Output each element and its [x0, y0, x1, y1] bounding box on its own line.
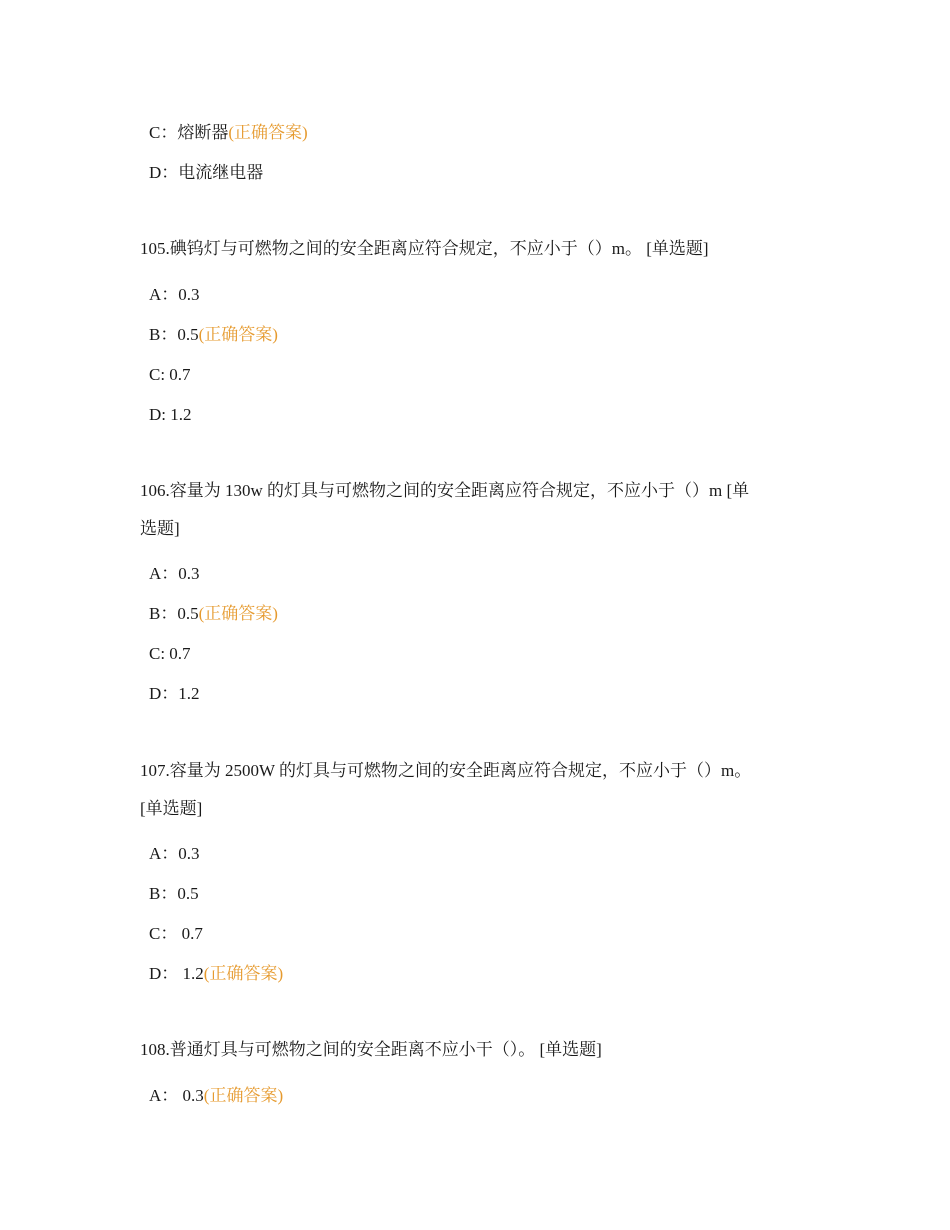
q107-option-a-text: A：0.3 [149, 844, 200, 863]
q106-option-c-text: C: 0.7 [149, 644, 191, 663]
q104-correct-answer-mark: (正确答案) [228, 123, 308, 142]
q107-question-line1: 107.容量为 2500W 的灯具与可燃物之间的安全距离应符合规定，不应小于（）m。 [140, 761, 752, 780]
q106-option-b-text: B：0.5 [149, 604, 199, 623]
q105-option-a-text: A：0.3 [149, 285, 200, 304]
q105-option-a [149, 283, 200, 307]
q106-option-d [149, 682, 200, 706]
q107-option-d-text: D： 1.2 [149, 964, 204, 983]
q104-option-c [149, 121, 308, 145]
q106-option-a [149, 562, 200, 586]
q107-option-b [149, 882, 199, 906]
q105-option-c [149, 363, 191, 387]
q105-question: 105.碘钨灯与可燃物之间的安全距离应符合规定，不应小于（）m。 [单选题] [140, 239, 709, 258]
q104-option-d-text: D：电流继电器 [149, 163, 264, 182]
q105-option-d [149, 403, 192, 427]
q107-option-a [149, 842, 200, 866]
q104-option-c-text: C：熔断器 [149, 123, 229, 142]
q106-option-a-text: A：0.3 [149, 564, 200, 583]
q108-correct-answer-mark: (正确答案) [203, 1086, 284, 1105]
q106-option-c [149, 642, 191, 666]
q105-option-b-text: B：0.5 [149, 325, 199, 344]
q105-option-b [149, 323, 278, 347]
q108-question: 108.普通灯具与可燃物之间的安全距离不应小干（）。 [单选题] [140, 1040, 602, 1059]
q106-question-line2: 选题] [140, 519, 180, 538]
q107-option-c-text: C： 0.7 [149, 924, 203, 943]
q106-question-line1: 106.容量为 130w 的灯具与可燃物之间的安全距离应符合规定，不应小于（）m [单 [140, 481, 750, 500]
q104-option-d [149, 161, 263, 185]
q107-option-d [149, 962, 283, 986]
q108-option-a-text: A： 0.3 [149, 1086, 204, 1105]
q106-option-d-text: D：1.2 [149, 684, 200, 703]
q107-question-line2: [单选题] [140, 799, 203, 818]
q106-option-b [149, 602, 278, 626]
q105-option-d-text: D: 1.2 [149, 405, 192, 424]
q107-option-b-text: B：0.5 [149, 884, 199, 903]
q106-correct-answer-mark: (正确答案) [198, 604, 278, 623]
q105-option-c-text: C: 0.7 [149, 365, 191, 384]
q108-option-a [149, 1084, 283, 1108]
q107-correct-answer-mark: (正确答案) [203, 964, 284, 983]
q105-correct-answer-mark: (正确答案) [198, 325, 278, 344]
q107-option-c [149, 922, 203, 946]
